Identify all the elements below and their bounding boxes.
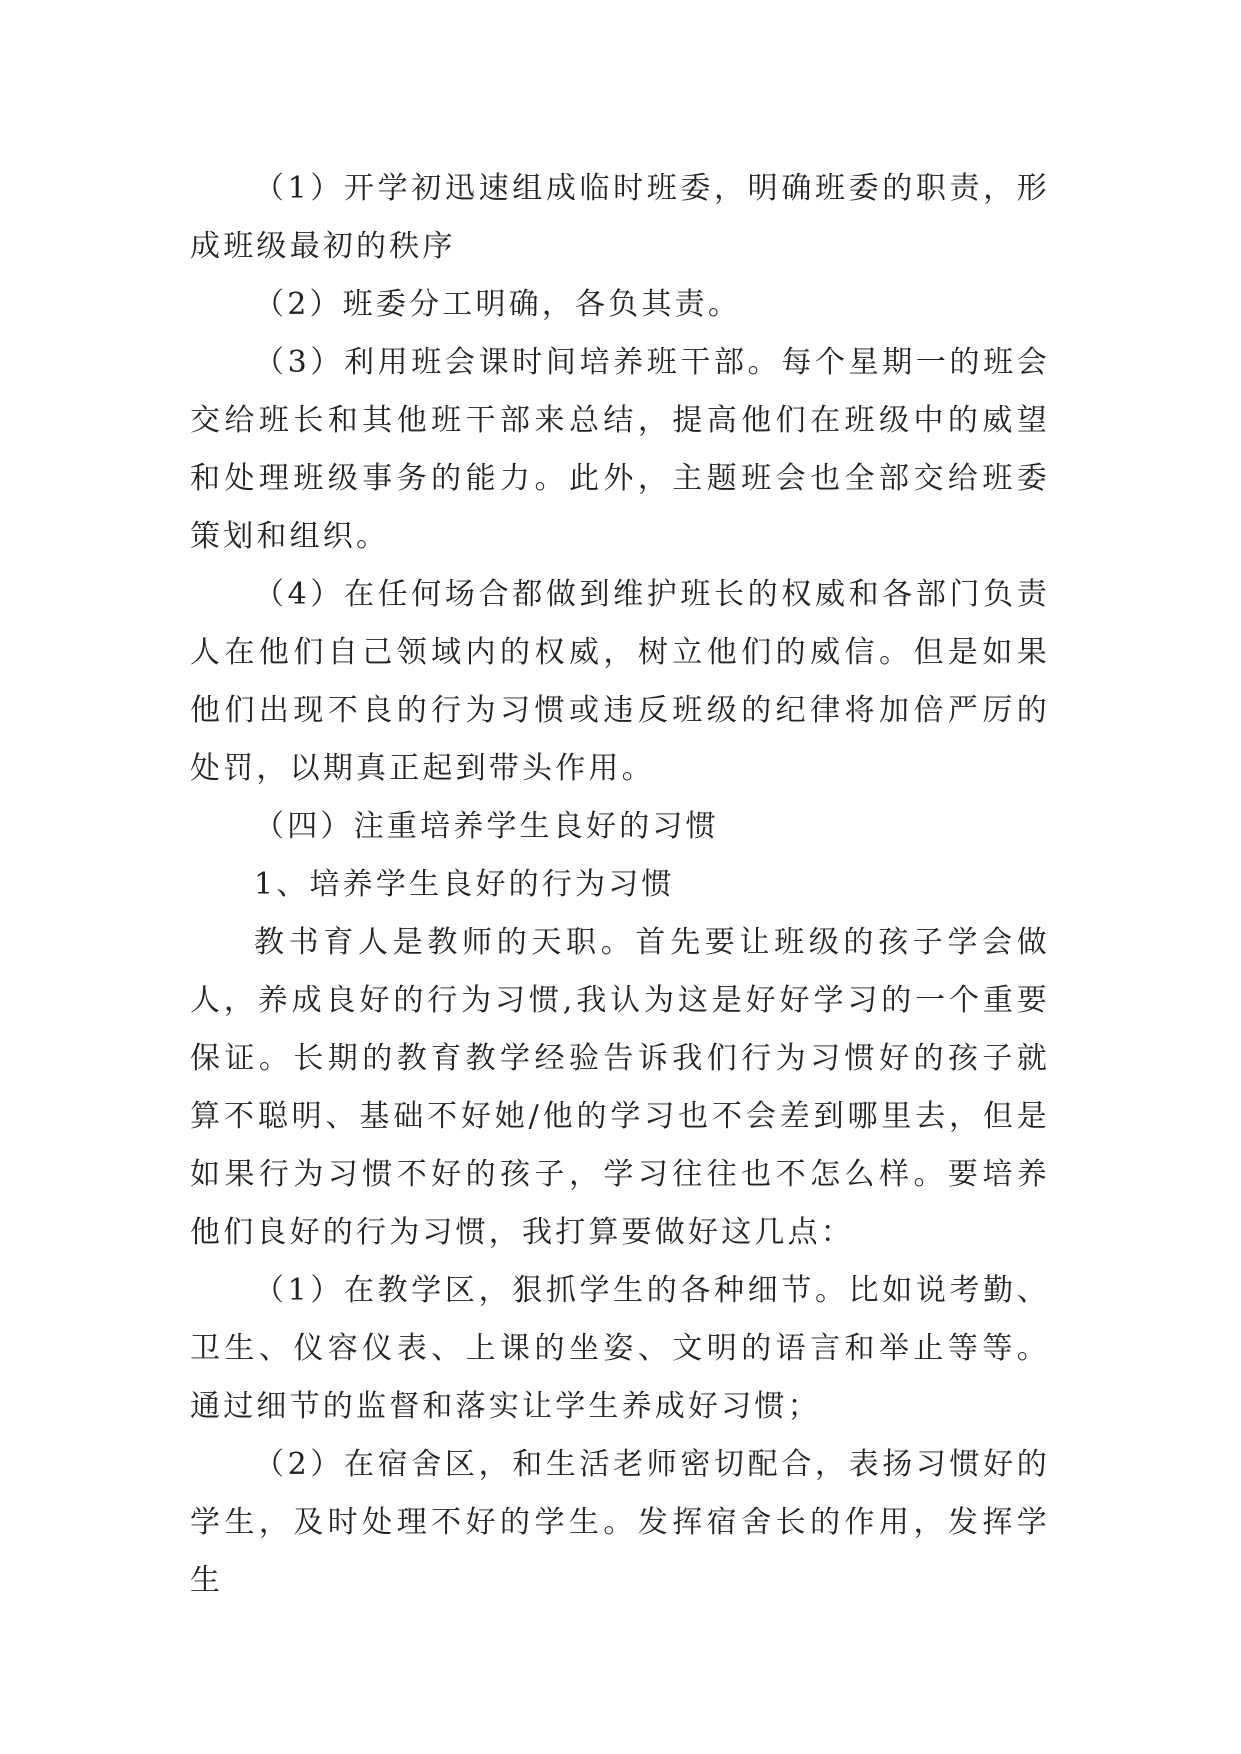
paragraph-teaching-duty: 教书育人是教师的天职。首先要让班级的孩子学会做人，养成良好的行为习惯,我认为这是好好学习的一个重要保证。长期的教育教学经验告诉我们行为习惯好的孩子就算不聪明、基础不好她/他的学习也不会差到哪里去，但是如果行为习惯不好的孩子，学习往往也不怎么样。要培养他们良好的行为习惯，我打算要做好这几点： [190,925,1050,1250]
document-body [190,160,1050,1610]
paragraph-dormitory-area: （2）在宿舍区，和生活老师密切配合，表扬习惯好的学生，及时处理不好的学生。发挥宿舍长的作用，发挥学生 [190,1447,1050,1598]
paragraph-class-committee-setup: （1）开学初迅速组成临时班委，明确班委的职责，形成班级最初的秩序 [190,171,1050,264]
paragraph-teaching-area: （1）在教学区，狠抓学生的各种细节。比如说考勤、卫生、仪容仪表、上课的坐姿、文明的语言和举止等等。通过细节的监督和落实让学生养成好习惯； [190,1273,1050,1424]
paragraph-train-class-cadres: （3）利用班会课时间培养班干部。每个星期一的班会交给班长和其他班干部来总结，提高他们在班级中的威望和处理班级事务的能力。此外，主题班会也全部交给班委策划和组织。 [190,345,1050,554]
section-heading-good-habits: （四）注重培养学生良好的习惯 [254,809,719,844]
paragraph-maintain-authority: （4）在任何场合都做到维护班长的权威和各部门负责人在他们自己领域内的权威，树立他们的威信。但是如果他们出现不良的行为习惯或违反班级的纪律将加倍严厉的处罚，以期真正起到带头作用。 [190,577,1050,786]
subsection-heading-behavior-habits: 1、培养学生良好的行为习惯 [254,867,675,902]
paragraph-committee-duties: （2）班委分工明确，各负其责。 [254,287,742,322]
